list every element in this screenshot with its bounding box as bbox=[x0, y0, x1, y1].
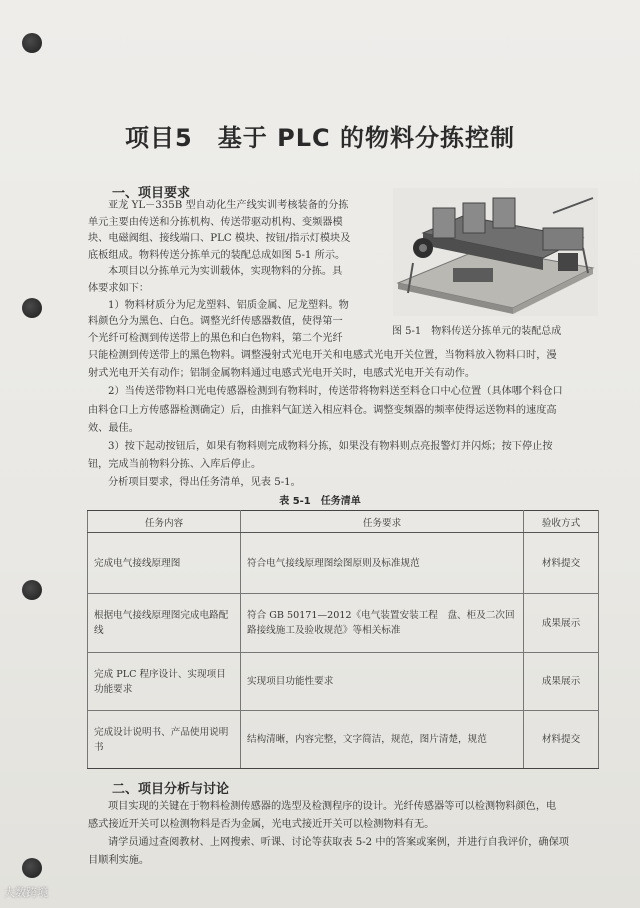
text-line: 个光纤可检测到传送带上的黑色和白色物料，第二个光纤 bbox=[88, 332, 343, 344]
text-line: 目顺利实施。 bbox=[88, 855, 150, 866]
text-line: 分析项目要求，得出任务清单，见表 5-1。 bbox=[108, 477, 301, 489]
text-line: 本项目以分拣单元为实训载体，实现物料的分拣。具 bbox=[108, 266, 343, 278]
section-heading-requirements: 一、项目要求 bbox=[112, 186, 191, 201]
text-line: 单元主要由传送和分拣机构、传送带驱动机构、变频器模 bbox=[88, 216, 343, 228]
watermark-text: 大数跨境 bbox=[4, 886, 48, 899]
sorting-unit-illustration bbox=[393, 188, 598, 316]
requirements-full-text bbox=[88, 347, 600, 493]
header-task-requirement: 任务要求 bbox=[241, 511, 524, 533]
text-line: 块、电磁阀组、接线端口、PLC 模块、按钮/指示灯模块及 bbox=[88, 233, 351, 245]
cell-task-requirement: 实现项目功能性要求 bbox=[241, 653, 524, 711]
text-line: 效、最佳。 bbox=[88, 422, 139, 434]
cell-task-requirement: 结构清晰，内容完整，文字简洁，规范，图片清楚，规范 bbox=[241, 711, 524, 769]
analysis-text bbox=[88, 798, 600, 870]
text-line: 射式光电开关有动作；铝制金属物料通过电感式光电开关时，电感式光电开关有动作。 bbox=[88, 368, 476, 380]
text-line: 2）当传送带物料口光电传感器检测到有物料时，传送带将物料送至料仓口中心位置（具体哪个料仓口 bbox=[108, 386, 563, 398]
text-line: 3）按下起动按钮后，如果有物料则完成物料分拣，如果没有物料则点亮报警灯并闪烁；按下停止按 bbox=[108, 441, 553, 453]
cell-acceptance: 材料提交 bbox=[524, 533, 599, 594]
text-line: 底板组成。物料传送分拣单元的装配总成如图 5-1 所示。 bbox=[88, 249, 346, 261]
cell-acceptance: 成果展示 bbox=[524, 653, 599, 711]
binder-hole bbox=[22, 858, 42, 878]
section-heading-analysis: 二、项目分析与讨论 bbox=[112, 782, 230, 797]
watermark-logo bbox=[4, 884, 48, 900]
assembly-figure bbox=[393, 188, 598, 316]
cell-task-content: 完成 PLC 程序设计、实现项目功能要求 bbox=[88, 653, 241, 711]
table-title: 表 5-1 任务清单 bbox=[279, 496, 361, 507]
table-row bbox=[88, 533, 599, 594]
table-row bbox=[88, 711, 599, 769]
cell-task-content: 完成电气接线原理图 bbox=[88, 533, 241, 594]
task-list-table bbox=[87, 510, 599, 769]
cell-task-content: 根据电气接线原理图完成电路配线 bbox=[88, 594, 241, 653]
table-row bbox=[88, 594, 599, 653]
text-line: 项目实现的关键在于物料检测传感器的选型及检测程序的设计。光纤传感器等可以检测物料颜色，电 bbox=[108, 801, 557, 812]
text-line: 亚龙 YL－335B 型自动化生产线实训考核装备的分拣 bbox=[108, 200, 349, 211]
table-row bbox=[88, 653, 599, 711]
header-task-content: 任务内容 bbox=[88, 511, 241, 533]
text-line: 请学员通过查阅教材、上网搜索、听课、讨论等获取表 5-2 中的答案或案例，并进行自我评价，确保项 bbox=[108, 837, 569, 848]
text-line: 料颜色分为黑色、白色。调整光纤传感器数值，使得第一 bbox=[88, 316, 343, 328]
text-line: 体要求如下： bbox=[88, 282, 150, 294]
header-acceptance: 验收方式 bbox=[524, 511, 599, 533]
page-title: 项目5 基于 PLC 的物料分拣控制 bbox=[125, 124, 515, 152]
cell-task-requirement: 符合电气接线原理图绘图原则及标准规范 bbox=[241, 533, 524, 594]
cell-acceptance: 材料提交 bbox=[524, 711, 599, 769]
binder-hole bbox=[22, 298, 42, 318]
figure-caption: 图 5-1 物料传送分拣单元的装配总成 bbox=[392, 326, 562, 337]
cell-acceptance: 成果展示 bbox=[524, 594, 599, 653]
binder-hole bbox=[22, 33, 42, 53]
cell-task-requirement: 符合 GB 50171—2012《电气装置安装工程 盘、柜及二次回路接线施工及验收规范》等相关标准 bbox=[241, 594, 524, 653]
cell-task-content: 完成设计说明书、产品使用说明书 bbox=[88, 711, 241, 769]
binder-hole bbox=[22, 580, 42, 600]
table-header-row bbox=[88, 511, 599, 533]
text-line: 只能检测到传送带上的黑色物料。调整漫射式光电开关和电感式光电开关位置，当物料放入物料口时，漫 bbox=[88, 350, 557, 361]
requirements-narrow-text bbox=[88, 198, 388, 347]
text-line: 钮，完成当前物料分拣、入库后停止。 bbox=[88, 459, 262, 471]
text-line: 感式接近开关可以检测物料是否为金属，光电式接近开关可以检测物料有无。 bbox=[88, 819, 435, 830]
text-line: 由料仓口上方传感器检测确定）后，由推料气缸送入相应料仓。调整变频器的频率使得运送物料的速度高 bbox=[88, 404, 557, 416]
text-line: 1）物料材质分为尼龙塑料、铝质金属、尼龙塑料。物 bbox=[108, 299, 349, 311]
